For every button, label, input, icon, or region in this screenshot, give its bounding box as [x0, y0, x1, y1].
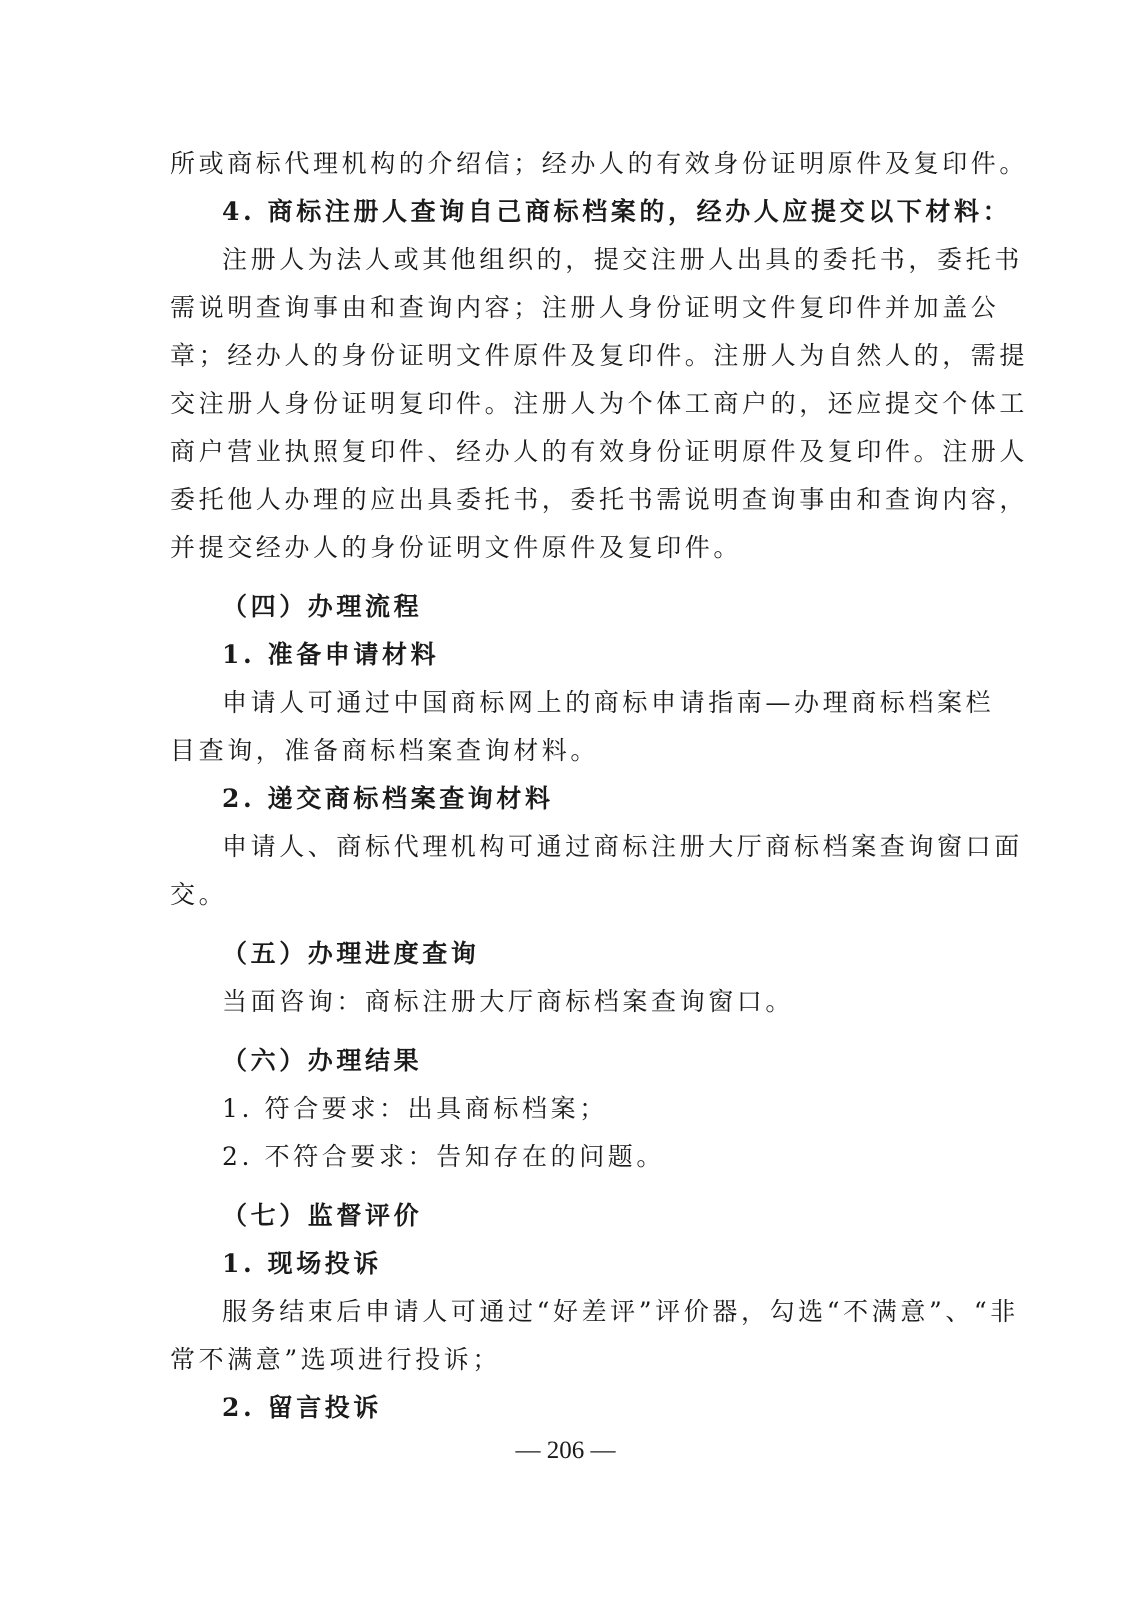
- list-item: 1. 符合要求：出具商标档案；: [222, 1094, 608, 1123]
- paragraph-line: 服务结束后申请人可通过“好差评”评价器，勾选“不满意”、“非: [222, 1297, 1019, 1326]
- paragraph-line: 需说明查询事由和查询内容；注册人身份证明文件复印件并加盖公: [170, 293, 1000, 322]
- document-body: [170, 140, 1029, 1432]
- section-heading-process: （四）办理流程: [222, 592, 423, 621]
- paragraph-line: 章；经办人的身份证明文件原件及复印件。注册人为自然人的，需提: [170, 341, 1029, 370]
- subheading-message-complaint: 2. 留言投诉: [222, 1393, 383, 1422]
- subheading-onsite-complaint: 1. 现场投诉: [222, 1249, 383, 1278]
- paragraph-line: 交注册人身份证明复印件。注册人为个体工商户的，还应提交个体工: [170, 389, 1029, 418]
- paragraph-line: 所或商标代理机构的介绍信；经办人的有效身份证明原件及复印件。: [170, 149, 1029, 178]
- section-heading-result: （六）办理结果: [222, 1046, 423, 1075]
- section-heading-progress: （五）办理进度查询: [222, 939, 480, 968]
- paragraph-line: 注册人为法人或其他组织的，提交注册人出具的委托书，委托书: [222, 245, 1023, 274]
- section-heading-4: 4. 商标注册人查询自己商标档案的，经办人应提交以下材料：: [222, 197, 1012, 226]
- paragraph-line: 并提交经办人的身份证明文件原件及复印件。: [170, 533, 743, 562]
- paragraph-line: 目查询，准备商标档案查询材料。: [170, 736, 600, 765]
- list-item: 2. 不符合要求：告知存在的问题。: [222, 1142, 666, 1171]
- section-heading-supervision: （七）监督评价: [222, 1201, 423, 1230]
- paragraph-line: 商户营业执照复印件、经办人的有效身份证明原件及复印件。注册人: [170, 437, 1029, 466]
- paragraph-line: 交。: [170, 880, 228, 909]
- paragraph-line: 常不满意”选项进行投诉；: [170, 1345, 501, 1374]
- subheading-prepare-materials: 1. 准备申请材料: [222, 640, 440, 669]
- paragraph-line: 当面咨询：商标注册大厅商标档案查询窗口。: [222, 987, 795, 1016]
- paragraph-line: 申请人可通过中国商标网上的商标申请指南—办理商标档案栏: [222, 688, 995, 717]
- paragraph-line: 委托他人办理的应出具委托书，委托书需说明查询事由和查询内容，: [170, 485, 1029, 514]
- page-number: — 206 —: [515, 1437, 616, 1464]
- paragraph-line: 申请人、商标代理机构可通过商标注册大厅商标档案查询窗口面: [222, 832, 1023, 861]
- subheading-submit-materials: 2. 递交商标档案查询材料: [222, 784, 554, 813]
